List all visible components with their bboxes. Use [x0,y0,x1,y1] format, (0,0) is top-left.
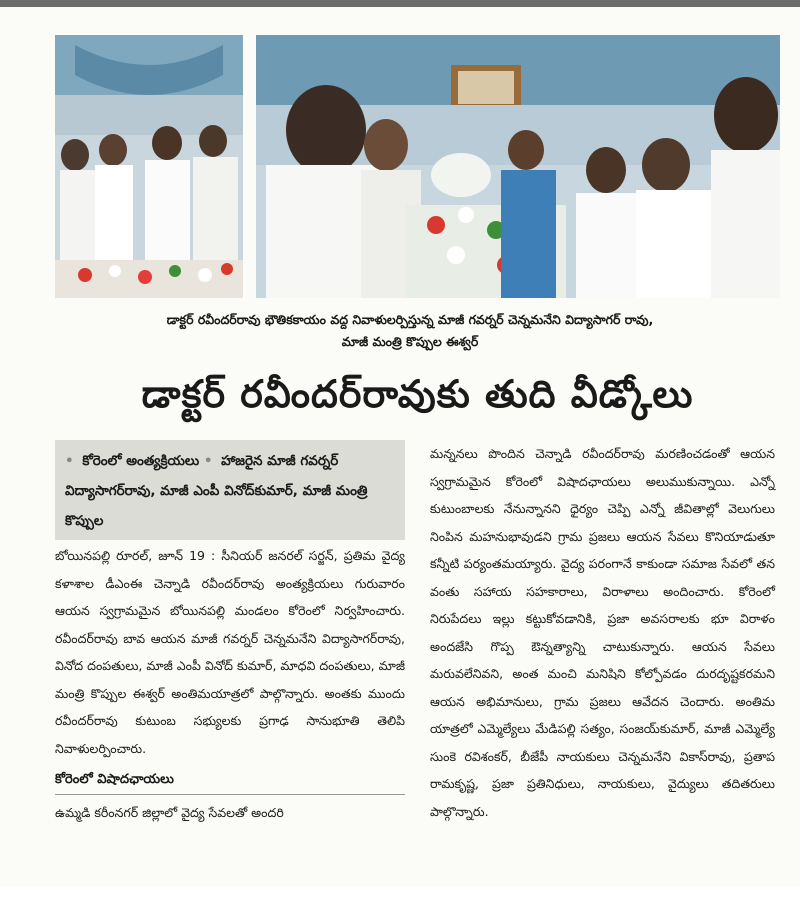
article-paragraph: మన్ననలు పొందిన చెన్నాడి రవీందర్‌రావు మరణించడంతో ఆయన స్వగ్రామమైన కోరెంలో విషాదఛాయలు అలుముకున్నాయి. ఎన్నో కుటుంబాలకు నేనున్నానని ధైర్యం చెప్పి ఎన్నో జీవితాల్లో వెలుగులు నింపిన మహనుభావుడని గ్రామ ప్రజలు ఆయన సేవలు కొనియాడుతూ కన్నీటి పర్యంతమయ్యారు. వైద్య పరంగానే కాకుండా సమాజ సేవలో తన వంతు సహాయ సహకారాలు, విరాళాలు అందించారు. కోరెంలో నిరుపేదలు ఇల్లు కట్టుకోవడానికి, ప్రజా అవసరాలకు భూ విరాళం అందజేసి గొప్ప ఔన్నత్యాన్ని చాటుకున్నారు. ఆయన సేవలు మరువలేనివని, అంత మంచి మనిషిని కోల్పోవడం దురదృష్టకరమని ఆయన అభిమానులు, గ్రామ ప్రజలు ఆవేదన చెందారు. అంతిమ యాత్రలో ఎమ్మెల్యేలు మేడిపల్లి సత్యం, సంజయ్‌కుమార్, మాజీ ఎమ్మెల్యే సుంకె రవిశంకర్, బీజేపీ నాయకులు చెన్నమనేని వికాస్‌రావు, ప్రతాప రామకృష్ణ, ప్రజా ప్రతినిధులు, నాయకులు, వైద్యులు తదితరులు పాల్గొన్నారు. [430,446,775,819]
photo-left-mourners [55,35,243,298]
photo-caption-line1: డాక్టర్ రవీందర్‌రావు భౌతికకాయం వద్ద నివాళులర్పిస్తున్న మాజీ గవర్నర్ చెన్నమనేని విద్యాసాగర్ రావు, [166,312,654,327]
photo-right-tribute [256,35,780,298]
bottom-margin [0,886,800,914]
article-headline: డాక్టర్ రవీందర్‌రావుకు తుది వీడ్కోలు [141,372,694,416]
bullet-icon: • [65,453,74,469]
photo-caption-line2: మాజీ మంత్రి కొప్పుల ఈశ్వర్ [341,334,479,349]
section-title: కోరెంలో విషాదఛాయలు [55,766,405,795]
article-paragraph: బోయినపల్లి రూరల్, జూన్ 19 : సీనియర్ జనరల్ సర్జన్, ప్రతిమ వైద్య కళాశాల డీఎంఈ చెన్నాడి రవీందర్‌రావు అంత్యక్రియలు గురువారం ఆయన స్వగ్రామమైన బోయినపల్లి మండలం కోరెంలో నిర్వహించారు. రవీందర్‌రావు బావ ఆయన మాజీ గవర్నర్ చెన్నమనేని విద్యాసాగర్‌రావు, వినోద దంపతులు, మాజీ ఎంపీ వినోద్ కుమార్, మాధవి దంపతులు, మాజీ మంత్రి కొప్పుల ఈశ్వర్ అంతిమయాత్రలో పాల్గొన్నారు. అంతకు ముందు రవీందర్‌రావు కుటుంబ సభ్యులకు ప్రగాఢ సానుభూతి తెలిపి నివాళులర్పించారు. [55,548,405,756]
bullet-icon: • [203,453,213,469]
subhead-box [55,440,405,540]
article-column-left [55,542,405,826]
article-paragraph: ఉమ్మడి కరీంనగర్ జిల్లాలో వైద్య సేవలతో అందరి [55,804,284,820]
article-column-right [430,440,775,825]
subhead-item-2: హాజరైన మాజీ గవర్నర్ విద్యాసాగర్‌రావు, మాజీ ఎంపీ వినోద్‌కుమార్, మాజీ మంత్రి కొప్పుల [65,453,368,529]
subhead-item-1: కోరెంలో అంత్యక్రియలు [82,453,200,469]
top-border-bar [0,0,800,7]
